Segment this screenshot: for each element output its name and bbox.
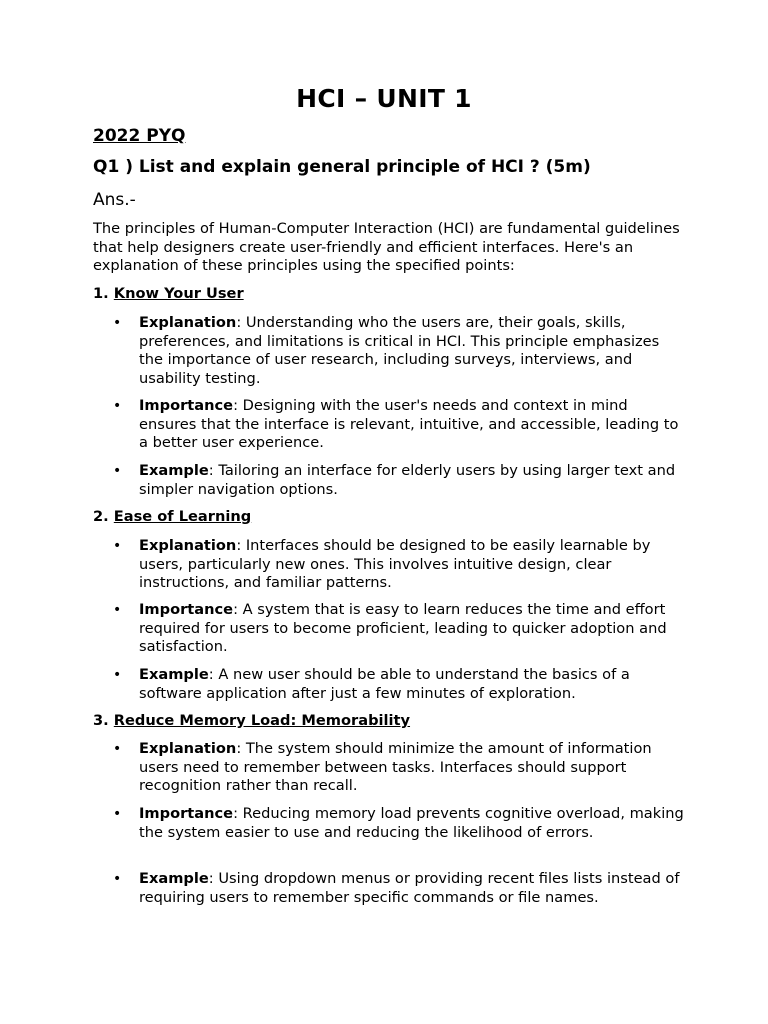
bullet-text: : The system should minimize the amount of information users need to remember between tasks. Interfaces should support recognition rather than recall. <box>139 740 652 794</box>
bullet-text: : Using dropdown menus or providing recent files lists instead of requiring users to remember specific commands or file names. <box>139 870 680 906</box>
bullet-text: : Tailoring an interface for elderly users by using larger text and simpler navigation options. <box>139 462 676 498</box>
list-item <box>113 397 684 453</box>
question-heading: Q1 ) List and explain general principle of HCI ? (5m) <box>93 157 591 177</box>
list-item <box>113 601 684 657</box>
list-item <box>113 740 684 796</box>
bullet-label: Importance <box>139 805 234 822</box>
bullet-icon: • <box>113 602 122 618</box>
list-item <box>113 870 684 907</box>
bullet-label: Explanation <box>139 740 237 757</box>
section-number: 3. <box>93 712 109 729</box>
list-item <box>113 666 684 703</box>
section-number: 2. <box>93 508 109 525</box>
bullet-text: : Designing with the user's needs and context in mind ensures that the interface is relevant, intuitive, and accessible, leading to a better user experience. <box>139 397 679 451</box>
bullet-text: : A system that is easy to learn reduces the time and effort required for users to become proficient, leading to quicker adoption and satisfaction. <box>139 601 667 655</box>
bullet-text: : Interfaces should be designed to be easily learnable by users, particularly new ones. This involves intuitive design, clear instructions, and familiar patterns. <box>139 537 651 591</box>
bullet-label: Importance <box>139 601 234 618</box>
bullet-icon: • <box>113 538 122 554</box>
year-heading: 2022 PYQ <box>93 126 186 146</box>
bullet-icon: • <box>113 806 122 822</box>
list-item <box>113 537 684 593</box>
bullet-icon: • <box>113 398 122 414</box>
bullet-text: : Reducing memory load prevents cognitive overload, making the system easier to use and reducing the likelihood of errors. <box>139 805 684 841</box>
bullet-text: : Understanding who the users are, their goals, skills, preferences, and limitations is critical in HCI. This principle emphasizes the importance of user research, including surveys, interviews, and usability testing. <box>139 314 660 387</box>
document-title: HCI – UNIT 1 <box>296 84 472 113</box>
list-item <box>113 805 684 842</box>
bullet-label: Example <box>139 870 209 887</box>
bullet-icon: • <box>113 315 122 331</box>
answer-label: Ans.- <box>93 190 136 210</box>
bullet-text: : A new user should be able to understand the basics of a software application after just a few minutes of exploration. <box>139 666 630 702</box>
bullet-label: Example <box>139 462 209 479</box>
bullet-icon: • <box>113 741 122 757</box>
section-heading-ease-of-learning <box>93 508 251 525</box>
bullet-icon: • <box>113 463 122 479</box>
section-heading-know-your-user <box>93 285 244 302</box>
bullet-label: Example <box>139 666 209 683</box>
intro-paragraph: The principles of Human-Computer Interaction (HCI) are fundamental guidelines that help designers create user-friendly and efficient interfaces. Here's an explanation of these principles using the specified points: <box>93 220 680 274</box>
section-number: 1. <box>93 285 109 302</box>
list-item <box>113 462 684 499</box>
bullet-label: Explanation <box>139 314 237 331</box>
bullet-icon: • <box>113 667 122 683</box>
section-heading-reduce-memory-load <box>93 712 410 729</box>
bullet-icon: • <box>113 871 122 887</box>
section-title: Reduce Memory Load: Memorability <box>113 712 411 729</box>
bullet-label: Importance <box>139 397 234 414</box>
list-item <box>113 314 684 388</box>
section-title: Ease of Learning <box>113 508 252 525</box>
section-title: Know Your User <box>113 285 244 302</box>
bullet-label: Explanation <box>139 537 237 554</box>
